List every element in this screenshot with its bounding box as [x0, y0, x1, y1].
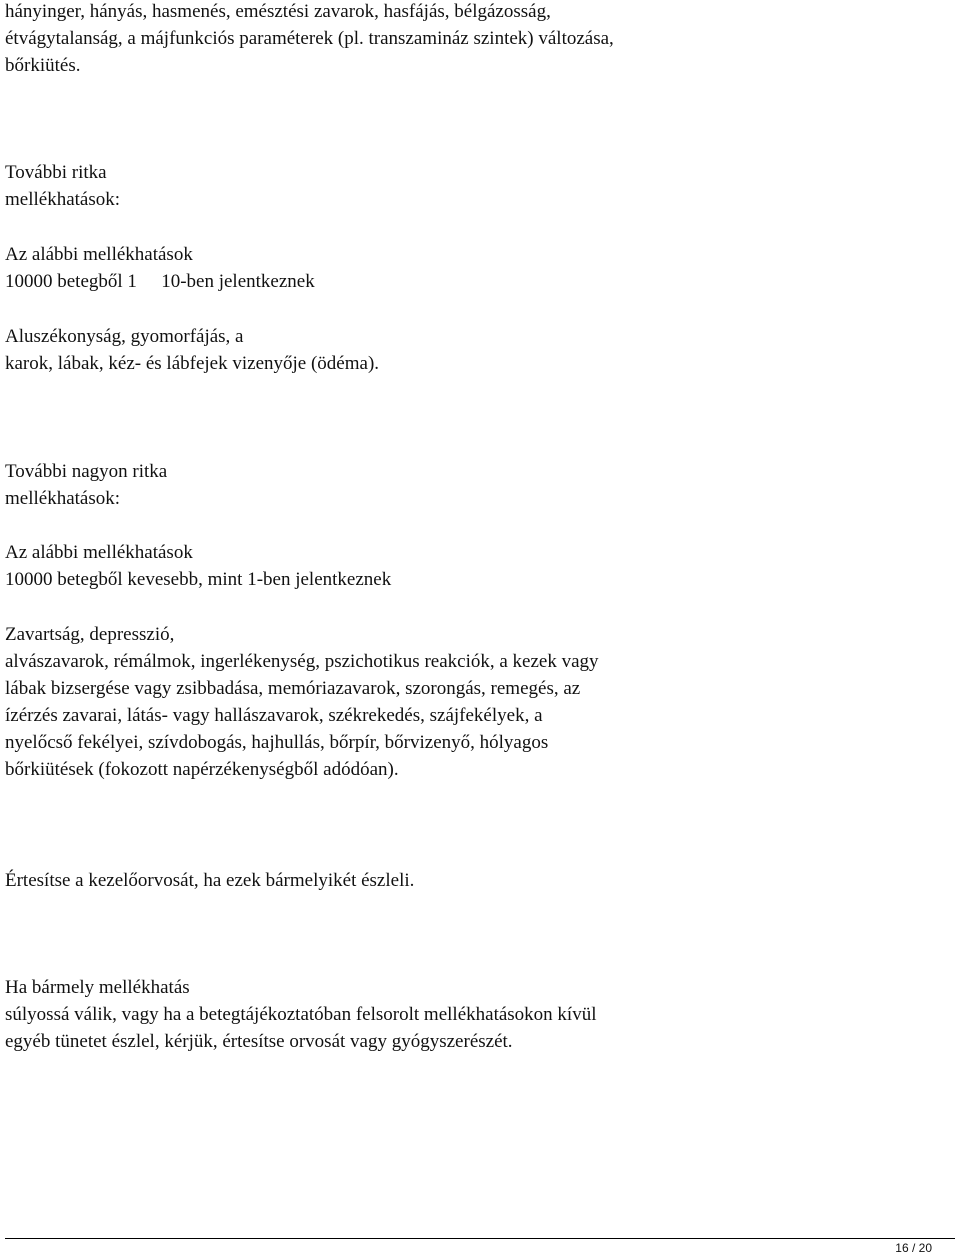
frequency-text: 10000 betegből kevesebb, mint 1-ben jelentkeznek [5, 569, 392, 590]
effects-text: lábak bizsergése vagy zsibbadása, memóriazavarok, szorongás, remegés, az [5, 678, 581, 699]
frequency-text: Az alábbi mellékhatások [5, 244, 193, 265]
text-line: bőrkiütés. [5, 55, 81, 76]
section-heading: mellékhatások: [5, 189, 121, 210]
closing-text: súlyossá válik, vagy ha a betegtájékoztatóban felsorolt mellékhatásokon kívül [5, 1004, 597, 1025]
section-heading: mellékhatások: [5, 488, 121, 509]
text-line: étvágytalanság, a májfunkciós paraméterek (pl. transzamináz szintek) változása, [5, 28, 614, 49]
page-number: 16 / 20 [895, 1241, 932, 1255]
effects-text: alvászavarok, rémálmok, ingerlékenység, pszichotikus reakciók, a kezek vagy [5, 651, 599, 672]
notice-text: Értesítse a kezelőorvosát, ha ezek bármelyikét észleli. [5, 870, 415, 891]
effects-text: bőrkiütések (fokozott napérzékenységből adódóan). [5, 759, 399, 780]
section-heading: További ritka [5, 162, 107, 183]
text-line: hányinger, hányás, hasmenés, emésztési zavarok, hasfájás, bélgázosság, [5, 1, 551, 22]
footer-divider [5, 1238, 955, 1239]
frequency-text: Az alábbi mellékhatások [5, 542, 193, 563]
effects-text: Zavartság, depresszió, [5, 624, 175, 645]
closing-text: Ha bármely mellékhatás [5, 977, 190, 998]
section-heading: További nagyon ritka [5, 461, 168, 482]
closing-text: egyéb tünetet észlel, kérjük, értesítse orvosát vagy gyógyszerészét. [5, 1031, 513, 1052]
effects-text: ízérzés zavarai, látás- vagy hallászavarok, székrekedés, szájfekélyek, a [5, 705, 543, 726]
effects-text: nyelőcső fekélyei, szívdobogás, hajhullás, bőrpír, bőrvizenyő, hólyagos [5, 732, 549, 753]
effects-text: karok, lábak, kéz- és lábfejek vizenyője (ödéma). [5, 353, 380, 374]
frequency-text: 10000 betegből 1   10-ben jelentkeznek [5, 271, 315, 292]
effects-text: Aluszékonyság, gyomorfájás, a [5, 326, 244, 347]
